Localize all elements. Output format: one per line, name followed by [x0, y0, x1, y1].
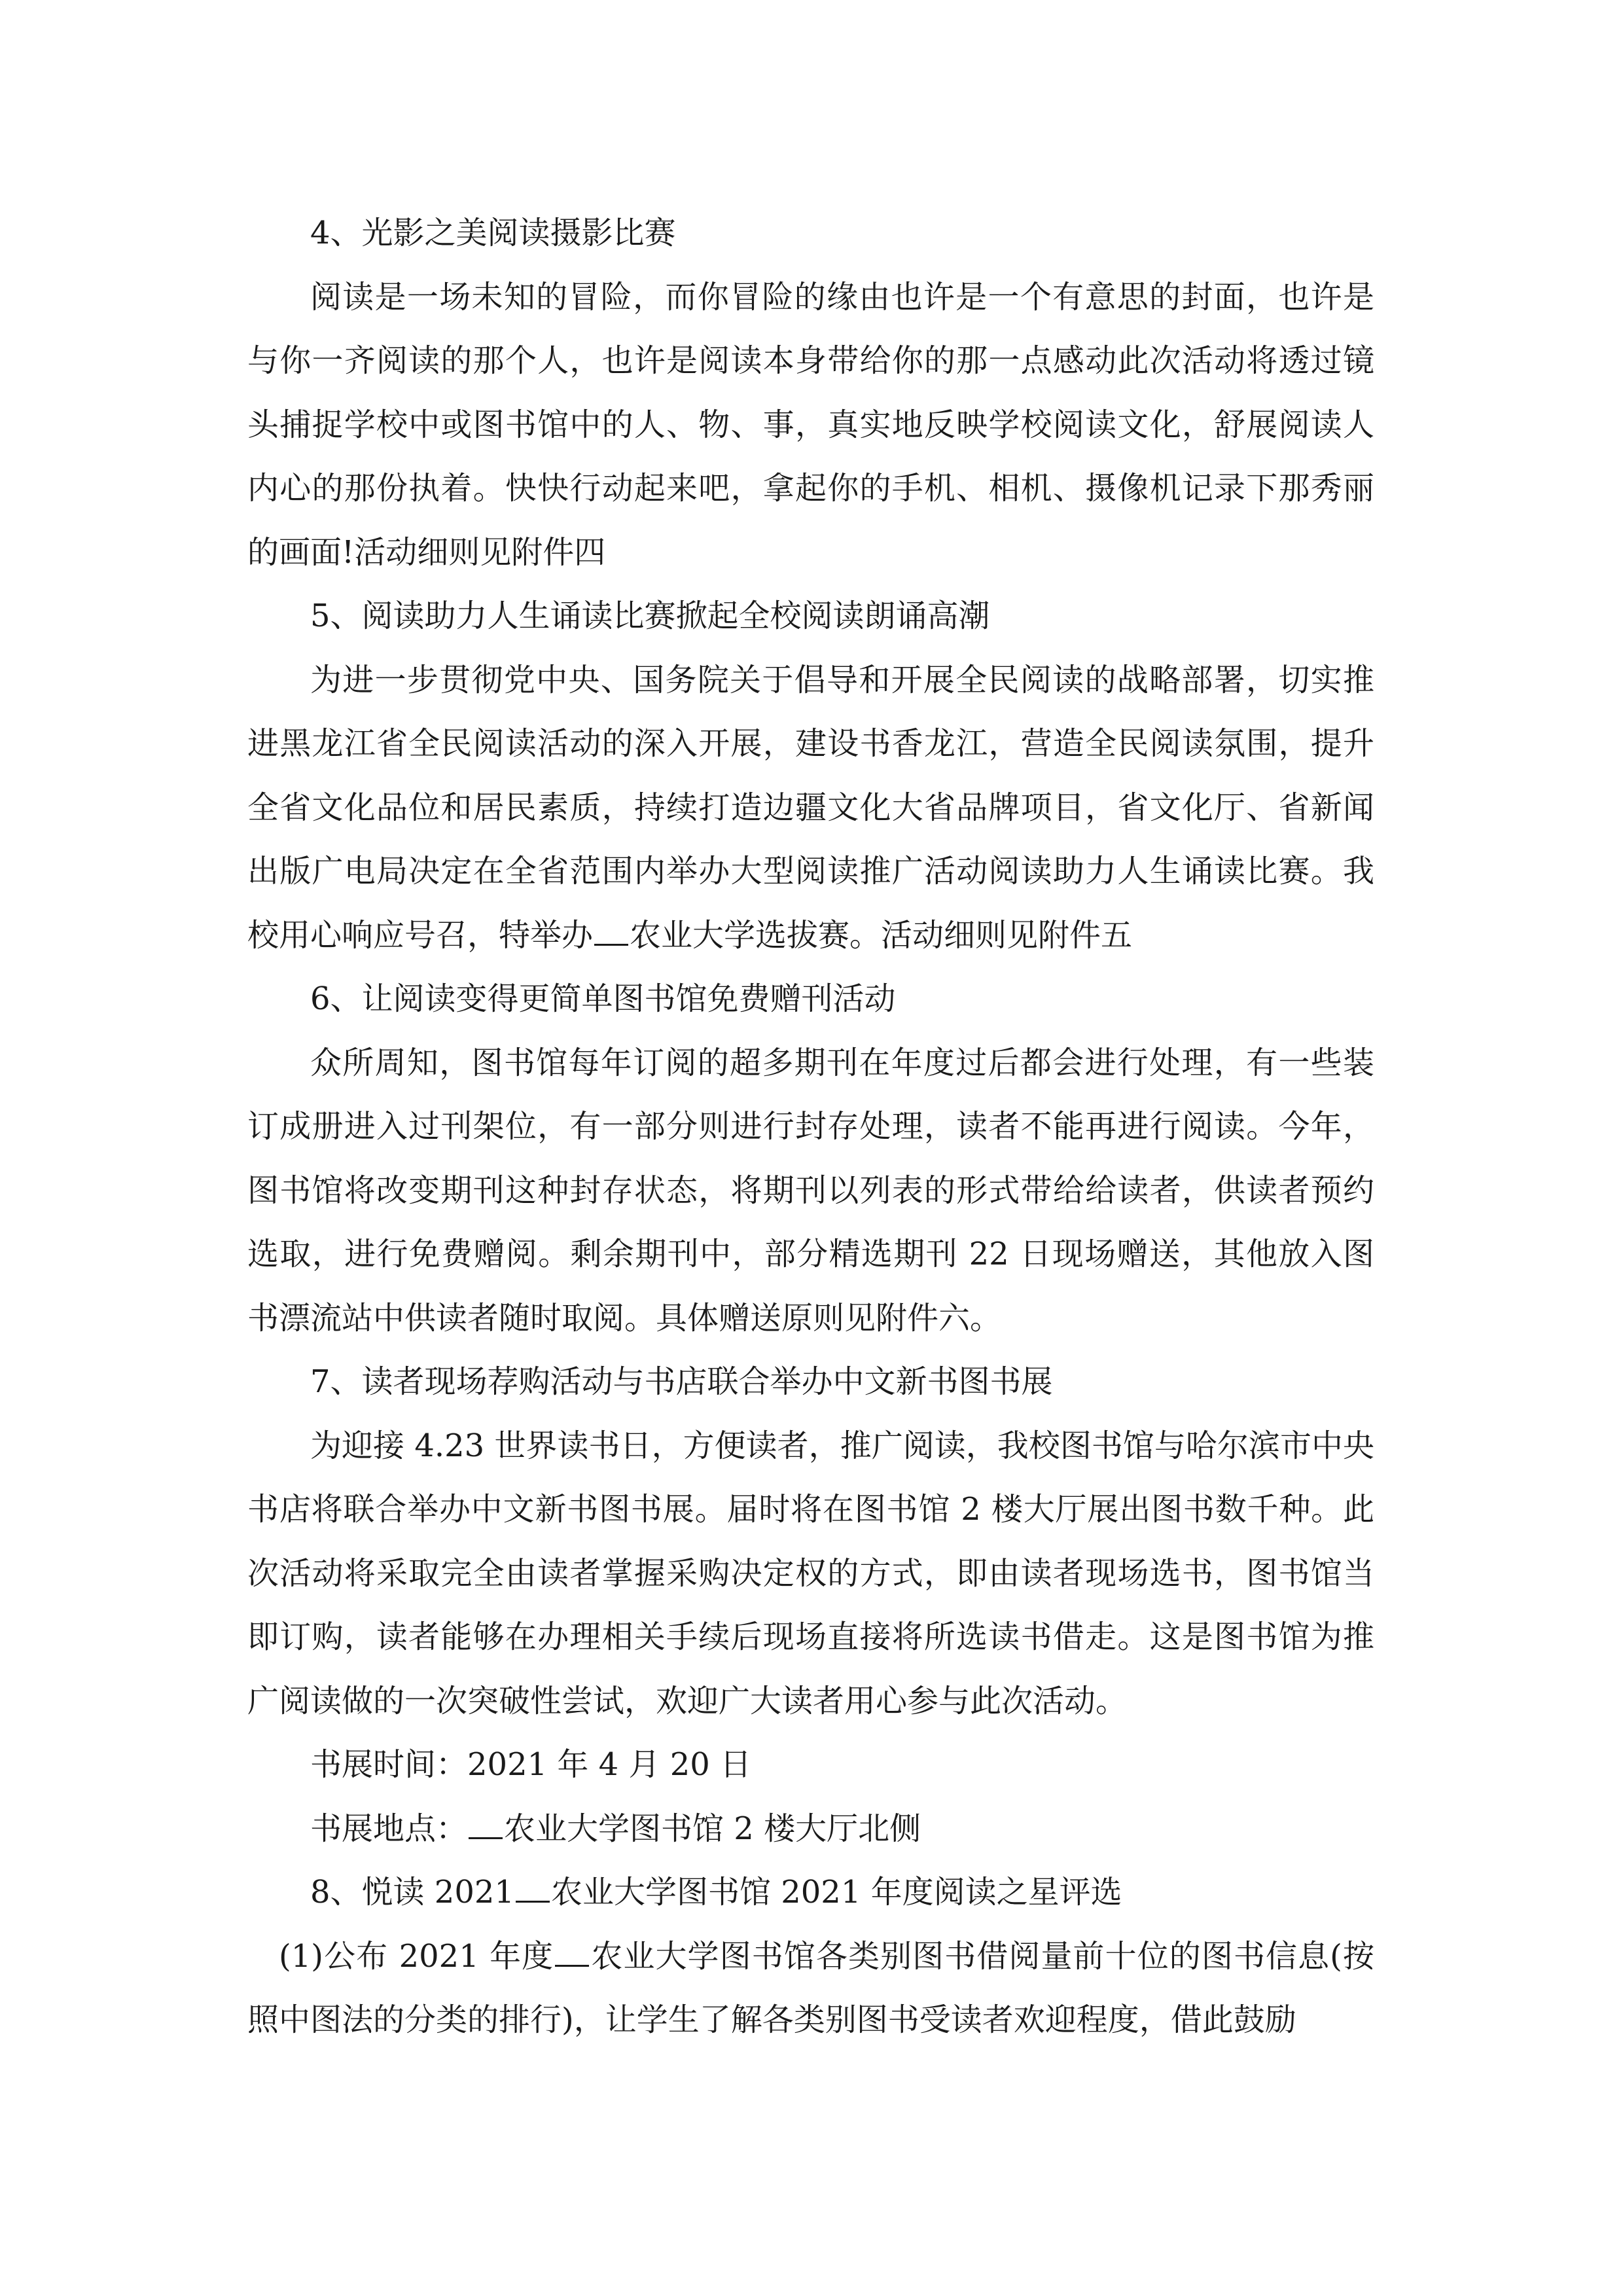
- section-heading-5: 5、阅读助力人生诵读比赛掀起全校阅读朗诵高潮: [310, 598, 990, 634]
- book-fair-time: 书展时间：2021 年 4 月 20 日: [310, 1746, 752, 1783]
- section-item-8-1: [247, 1925, 1374, 2053]
- heading-8-text-after-blank: 农业大学图书馆 2021 年度阅读之星评选: [550, 1874, 1122, 1910]
- section-heading-8: [247, 1861, 1374, 1925]
- section-paragraph-4: 阅读是一场未知的冒险，而你冒险的缘由也许是一个有意思的封面，也许是与你一齐阅读的那个人，也许是阅读本身带给你的那一点感动此次活动将透过镜头捕捉学校中或图书馆中的人、物、事，真实地反映学校阅读文化，舒展阅读人内心的那份执着。快快行动起来吧，拿起你的手机、相机、摄像机记录下那秀丽的画面!活动细则见附件四: [247, 278, 1374, 571]
- heading-8-text-before-blank: 8、悦读 2021: [310, 1874, 514, 1910]
- paragraph-5-text-after-blank: 农业大学选拔赛。活动细则见附件五: [630, 916, 1133, 954]
- book-fair-place-value: 农业大学图书馆 2 楼大厅北侧: [504, 1810, 921, 1847]
- paragraph-5-text-before-blank: 为进一步贯彻党中央、国务院关于倡导和开展全民阅读的战略部署，切实推进黑龙江省全民阅读活动的深入开展，建设书香龙江，营造全民阅读氛围，提升全省文化品位和居民素质，持续打造边疆文化大省品牌项目，省文化厅、省新闻出版广电局决定在全省范围内举办大型阅读推广活动阅读助力人生诵读比赛。我校用心响应号召，特举办: [247, 661, 1374, 954]
- book-fair-place-label: 书展地点：: [310, 1810, 468, 1847]
- underline-blank: [516, 1877, 550, 1903]
- section-paragraph-6: 众所周知，图书馆每年订阅的超多期刊在年度过后都会进行处理，有一些装订成册进入过刊架位，有一部分则进行封存处理，读者不能再进行阅读。今年，图书馆将改变期刊这种封存状态，将期刊以列表的形式带给给读者，供读者预约选取，进行免费赠阅。剩余期刊中，部分精选期刊 22 日现场赠送，其他放入图书漂流站中供读者随时取阅。具体赠送原则见附件六。: [247, 1044, 1374, 1336]
- underline-blank: [555, 1941, 589, 1967]
- section-paragraph-5: [247, 649, 1374, 968]
- item-8-1-text-after-blank: 农业大学图书馆各类别图书借阅量前十位的图书信息(按照中图法的分类的排行)，让学生了解各类别图书受读者欢迎程度，借此鼓励: [247, 1937, 1374, 2038]
- section-heading-6: 6、让阅读变得更简单图书馆免费赠刊活动: [310, 980, 896, 1017]
- book-fair-place: [247, 1797, 1374, 1861]
- underline-blank: [594, 920, 628, 946]
- section-heading-7: 7、读者现场荐购活动与书店联合举办中文新书图书展: [310, 1363, 1053, 1400]
- document-body: [247, 202, 1374, 2053]
- section-paragraph-7: 为迎接 4.23 世界读书日，方便读者，推广阅读，我校图书馆与哈尔滨市中央书店将联合举办中文新书图书展。届时将在图书馆 2 楼大厅展出图书数千种。此次活动将采取完全由读者掌握采购决定权的方式，即由读者现场选书，图书馆当即订购，读者能够在办理相关手续后现场直接将所选读书借走。这是图书馆为推广阅读做的一次突破性尝试，欢迎广大读者用心参与此次活动。: [247, 1427, 1374, 1719]
- underline-blank: [469, 1814, 503, 1839]
- section-heading-4: 4、光影之美阅读摄影比赛: [310, 215, 676, 251]
- item-8-1-text-before-blank: (1)公布 2021 年度: [279, 1937, 554, 1975]
